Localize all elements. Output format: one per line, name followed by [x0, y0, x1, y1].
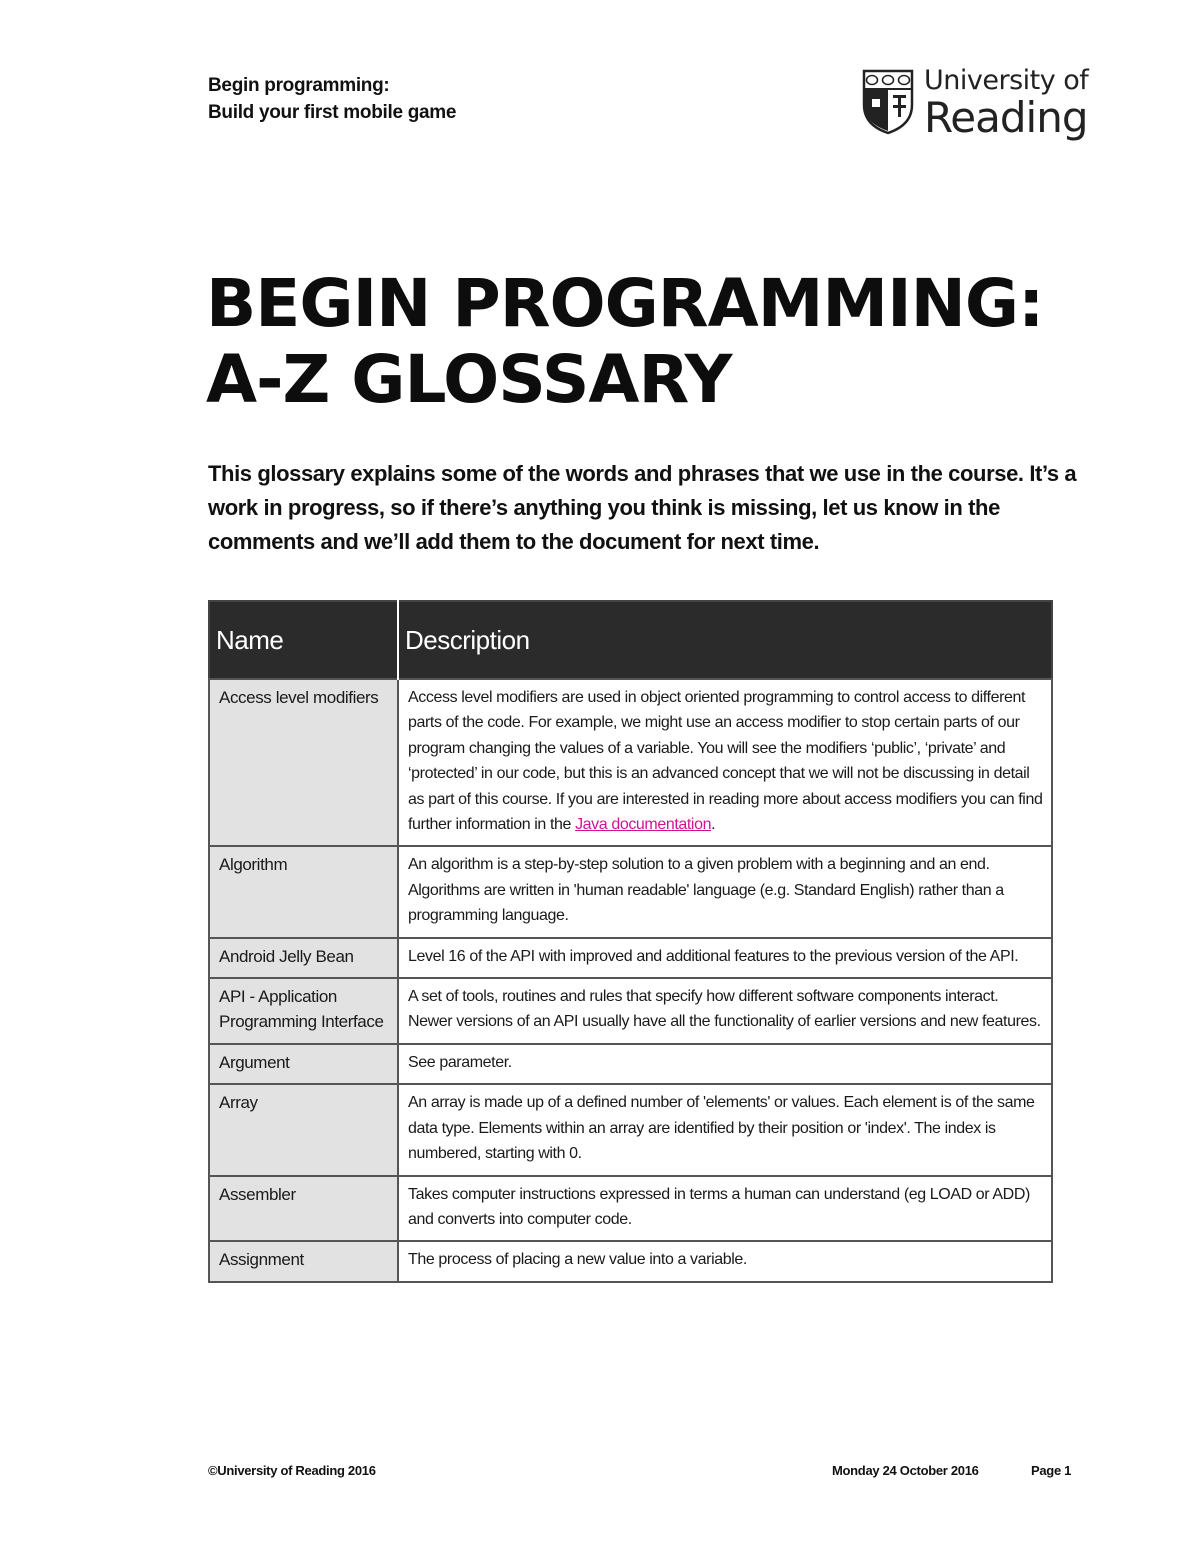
column-header-name: Name: [209, 601, 398, 679]
document-title-line1: BEGIN PROGRAMMING:: [206, 265, 1044, 342]
glossary-table: [208, 600, 1053, 1283]
glossary-description: An array is made up of a defined number of 'elements' or values. Each element is of the same data type. Elements within an array are identified by their position or 'index'. The index is numbered, starting with 0.: [398, 1084, 1052, 1175]
course-header-line2: Build your first mobile game: [208, 102, 457, 123]
table-row: [209, 1176, 1052, 1242]
glossary-description: An algorithm is a step-by-step solution to a given problem with a beginning and an end. Algorithms are written in 'human readable' language (e.g. Standard English) rather than a programming language.: [398, 846, 1052, 937]
glossary-term: Argument: [209, 1044, 398, 1084]
java-documentation-link[interactable]: Java documentation: [575, 816, 712, 834]
course-header-line1: Begin programming:: [208, 75, 390, 96]
glossary-description: The process of placing a new value into a variable.: [398, 1241, 1052, 1281]
glossary-term: Algorithm: [209, 846, 398, 937]
table-row: [209, 978, 1052, 1044]
intro-paragraph: This glossary explains some of the words and phrases that we use in the course. It’s a work in progress, so if there’s anything you think is missing, let us know in the comments and we’ll add them to the document for next time.: [208, 461, 1077, 554]
document-title: [206, 266, 1043, 418]
glossary-term: Assembler: [209, 1176, 398, 1242]
university-crest-icon: [862, 69, 914, 135]
glossary-term: Assignment: [209, 1241, 398, 1281]
document-title-line2: A-Z GLOSSARY: [206, 341, 732, 418]
glossary-description: Level 16 of the API with improved and additional features to the previous version of the API.: [398, 938, 1052, 978]
description-text: Access level modifiers are used in object oriented programming to control access to different parts of the code. For example, we might use an access modifier to stop certain parts of our program changing the values of a variable. You will see the modifiers ‘public’, ‘private’ and ‘protected’ in our code, but this is an advanced concept that we will not be discussing in detail as part of this course. If you are interested in reading more about access modifiers you can find further information in the: [408, 689, 1043, 834]
description-text-end: .: [711, 816, 716, 834]
logo-text-line1: University of: [924, 65, 1089, 96]
table-row: [209, 679, 1052, 846]
logo-text-line2: Reading: [924, 93, 1088, 142]
glossary-description: [398, 679, 1052, 846]
column-header-description: Description: [398, 601, 1052, 679]
table-row: [209, 1241, 1052, 1281]
glossary-description: Takes computer instructions expressed in terms a human can understand (eg LOAD or ADD) and converts into computer code.: [398, 1176, 1052, 1242]
course-header: [208, 72, 456, 126]
table-row: [209, 1084, 1052, 1175]
glossary-description: See parameter.: [398, 1044, 1052, 1084]
table-header-row: [209, 601, 1052, 679]
footer-page-number: Page 1: [1031, 1463, 1072, 1478]
table-row: [209, 1044, 1052, 1084]
glossary-term: Android Jelly Bean: [209, 938, 398, 978]
glossary-term: Access level modifiers: [209, 679, 398, 846]
footer-copyright: ©University of Reading 2016: [208, 1463, 376, 1478]
footer-date: Monday 24 October 2016: [832, 1463, 979, 1478]
glossary-term: Array: [209, 1084, 398, 1175]
table-row: [209, 938, 1052, 978]
glossary-term: API - Application Programming Interface: [209, 978, 398, 1044]
glossary-description: A set of tools, routines and rules that specify how different software components interact. Newer versions of an API usually have all the functionality of earlier versions and new features.: [398, 978, 1052, 1044]
university-logo: [862, 66, 1088, 140]
table-row: [209, 846, 1052, 937]
